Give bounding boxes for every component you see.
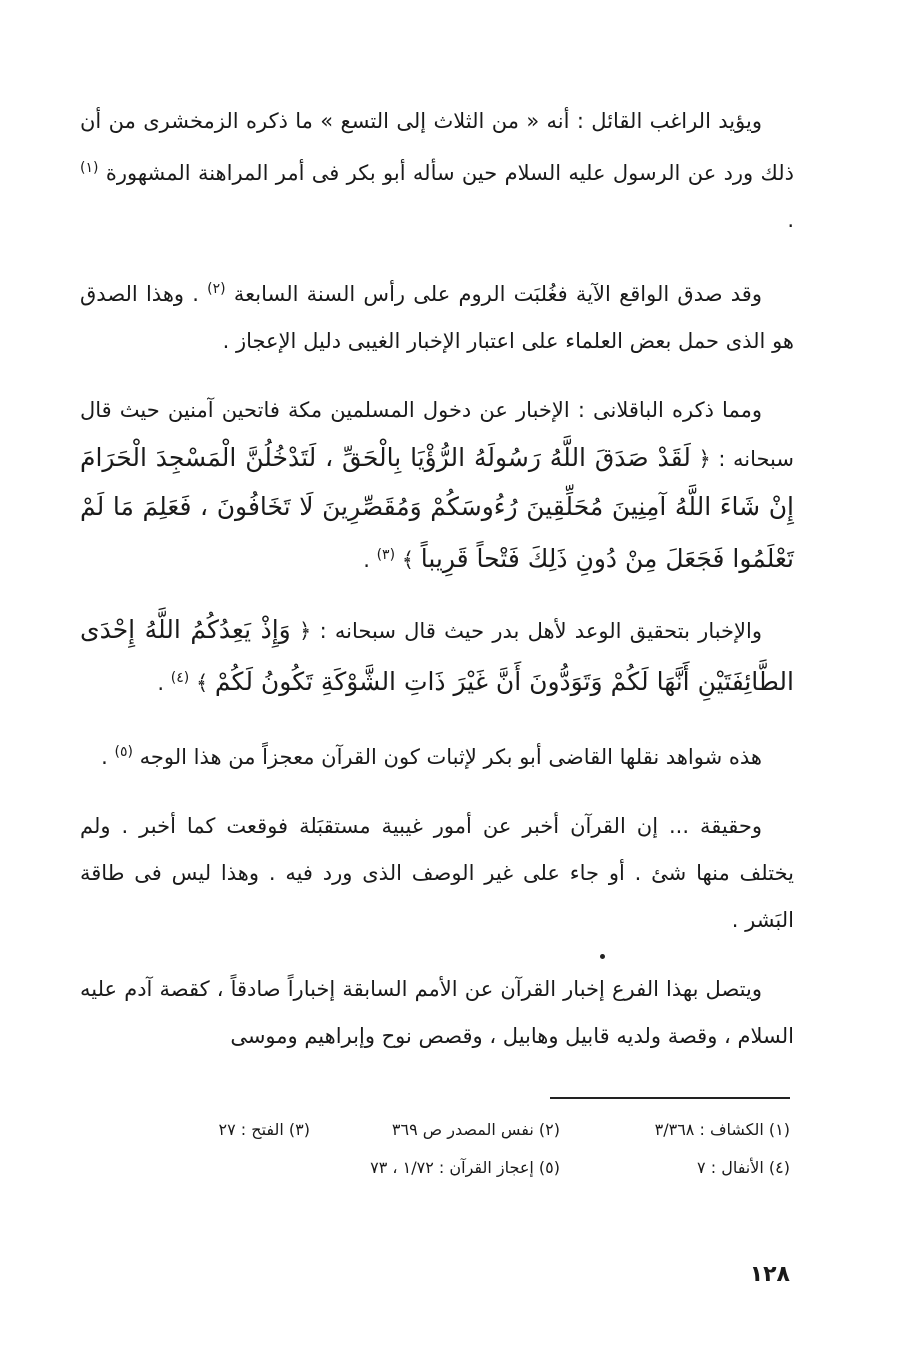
- paragraph-6: [80, 803, 794, 944]
- paragraph-text: هذه شواهد نقلها القاضى أبو بكر لإثبات كون القرآن معجزاً من هذا الوجه: [139, 745, 762, 769]
- paragraph-7: [80, 966, 794, 1060]
- paragraph-intro: والإخبار بتحقيق الوعد لأهل بدر حيث قال سبحانه : ﴿: [290, 619, 762, 643]
- paragraph-text: ويؤيد الراغب القائل : أنه « من الثلاث إلى التسع » ما ذكره الزمخشرى من أن ذلك ورد عن الرسول عليه السلام حين سأله أبو بكر فى أمر المراهنة المشهورة: [80, 109, 794, 185]
- footnote-ref: (٥): [114, 744, 133, 760]
- paragraph-3: [80, 387, 794, 584]
- paragraph-intro: ومما ذكره الباقلانى : الإخبار عن دخول المسلمين مكة فاتحين آمنين حيث قال سبحانه : ﴿: [80, 398, 794, 471]
- paragraph-end: .: [787, 208, 794, 232]
- footnote-ref: (٢): [207, 281, 226, 297]
- footnote-3: (٣) الفتح : ٢٧: [218, 1119, 310, 1139]
- paragraph-text: وقد صدق الواقع الآية فغُلبَت الروم على رأس السنة السابعة: [233, 282, 762, 306]
- footnote-row: [90, 1148, 790, 1186]
- stray-dot: [600, 954, 605, 959]
- paragraph-1: [80, 98, 794, 244]
- quran-verse: وَإِذْ يَعِدُكُمُ اللَّهُ إِحْدَى الطَّائِفَتَيْنِ أَنَّهَا لَكُمْ وَتَوَدُّونَ أَنَّ غَيْرَ ذَاتِ الشَّوْكَةِ تَكُونُ لَكُمْ: [80, 615, 794, 696]
- footnote-row: [90, 1110, 790, 1148]
- quran-verse: لَقَدْ صَدَقَ اللَّهُ رَسُولَهُ الرُّؤْيَا بِالْحَقِّ ، لَتَدْخُلُنَّ الْمَسْجِدَ الْحَرَامَ إِنْ شَاءَ اللَّهُ آمِنِينَ مُحَلِّقِينَ رُءُوسَكُمْ وَمُقَصِّرِينَ لَا تَخَافُونَ ، فَعَلِمَ مَا لَمْ تَعْلَمُوا فَجَعَلَ مِنْ دُونِ ذَلِكَ فَتْحاً قَرِيباً: [80, 443, 794, 573]
- quran-close: ﴾: [401, 548, 421, 572]
- paragraph-end: .: [363, 548, 377, 572]
- footnote-5: (٥) إعجاز القرآن : ١/٧٢ ، ٧٣: [370, 1157, 560, 1177]
- footnote-2: (٢) نفس المصدر ص ٣٦٩: [391, 1119, 560, 1139]
- paragraph-5: [80, 729, 794, 781]
- paragraph-text: ويتصل بهذا الفرع إخبار القرآن عن الأمم السابقة إخباراً صادقاً ، كقصة آدم عليه السلام ، وقصة ولديه قابيل وهابيل ، وقصص نوح وإبراهيم وموسى: [80, 977, 794, 1048]
- paragraph-2: [80, 266, 794, 365]
- footnote-ref: (٤): [170, 670, 190, 686]
- paragraph-end: .: [157, 671, 171, 695]
- footnote-4: (٤) الأنفال : ٧: [697, 1157, 790, 1177]
- paragraph-text: وحقيقة ... إن القرآن أخبر عن أمور غيبية مستقبَلة فوقعت كما أخبر . ولم يختلف منها شئ . أو جاء على غير الوصف الذى ورد فيه . وهذا ليس فى طاقة البَشر .: [80, 814, 794, 932]
- footnote-ref: (١): [80, 160, 99, 176]
- paragraph-end: .: [101, 745, 115, 769]
- paragraph-4: [80, 606, 794, 707]
- footnote-separator: [550, 1097, 790, 1099]
- page-number: ١٢٨: [749, 1262, 790, 1287]
- quran-close: ﴾: [195, 671, 215, 695]
- paragraph-end: . وهذا الصدق هو الذى حمل بعض العلماء على اعتبار الإخبار الغيبى دليل الإعجاز .: [80, 282, 794, 353]
- footnote-1: (١) الكشاف : ٣/٣٦٨: [654, 1119, 790, 1139]
- footnote-ref: (٣): [376, 547, 396, 563]
- footnotes: [90, 1110, 790, 1186]
